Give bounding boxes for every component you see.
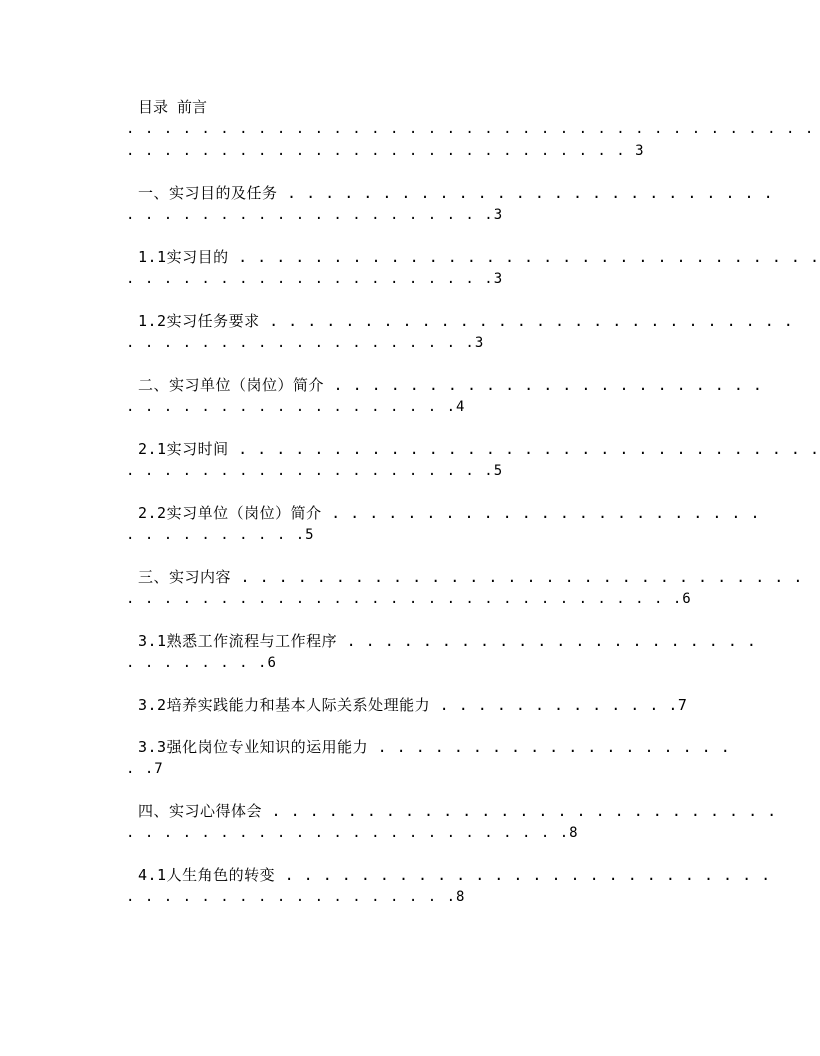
toc-entry[interactable] [126,246,820,290]
toc-entry-title: 4.1人生角色的转变 [138,866,276,884]
toc-entry-line [126,652,686,674]
toc-entry-line [126,694,686,716]
leader-dots: . . . . . . . . . . . . . . . . . . . . . . . . . . [277,184,774,202]
page-number: 5 [305,527,315,543]
page-number: 3 [493,207,504,223]
page-number: 8 [456,889,466,905]
toc-entry-line [126,822,686,844]
toc-entry-line [126,502,761,524]
leader-dots: . . . . . . . . . . . . . . . . . . . . [126,271,494,287]
leader-dots: . . . . . . . . . . . . . . . . . . [126,399,457,415]
toc-header-leader-line2 [126,140,686,162]
leader-dots: . . . . . . . . . . . . . . . . . . [126,889,457,905]
toc-entry-line [126,736,731,758]
toc-entry-title: 3.3强化岗位专业知识的运用能力 [138,738,369,756]
toc-entry[interactable] [126,800,777,844]
leader-dots: . . . . . . . . . . . . . . . . . . . . . . . [324,376,763,394]
toc-entry-line [126,246,820,268]
leader-dots: . . . . . . . . . . . . . . . . . . . . . . . . . . . . . . . [228,248,820,266]
toc-entry-title: 3.2培养实践能力和基本人际关系处理能力 [138,696,431,714]
toc-entry-line [126,758,686,780]
leader-dots: . . . . . . . . . . . . . . . . . . . [368,738,731,756]
leader-dots: . . . . . . . . . . . . . . . . . . . . [126,463,494,479]
toc-entry-line [126,182,774,204]
leader-dots: . . . . . . . . . . . . . . . . . . . . . . . . . . . [262,802,777,820]
toc-entry-title: 1.2实习任务要求 [138,312,260,330]
toc-entry-line [126,204,686,226]
toc-entry-title: 三、实习内容 [138,568,232,586]
page-number: 3 [474,335,485,351]
leader-dots: . . . . . . . . . . . . . . . . . . . . . . . [321,504,761,522]
page-number: 6 [267,655,277,671]
toc-entry[interactable] [126,310,794,354]
page-number: 8 [569,825,579,841]
page-number: 7 [677,696,688,714]
toc-entry[interactable] [126,374,763,418]
toc-entry-title: 3.1熟悉工作流程与工作程序 [138,632,338,650]
leader-dots: . . . . . . . . . . . . . . . . . . . . . . [337,632,757,650]
toc-header-leader-line1 [126,118,815,140]
leader-dots: . . . . . . . . . . . . . . . . . . . . . . . . . . . . [259,312,794,330]
leader-dots: . . . . . . . . . . . . . [430,696,678,714]
page-number: 6 [682,591,692,607]
toc-entry[interactable] [126,438,820,482]
toc-entry[interactable] [126,736,731,780]
toc-entry-line [126,524,686,546]
toc-entry-line [126,268,686,290]
leader-dots: . . . . . . . . . . . . . . . . . . . . . . . . . . . . . . . . . . . . . [126,121,815,137]
leader-dots: . . . . . . . . . . . . . . . . . . . . . . . . . . . . . . [231,568,803,586]
page-number: 4 [456,399,466,415]
toc-entry[interactable] [126,502,761,546]
toc-entry[interactable] [126,182,774,226]
leader-dots: . . . . . . . . . . . . . . . . . . . . . . . . . . [275,866,771,884]
toc-entry-line [126,396,686,418]
toc-entry-line [126,886,686,908]
toc-entry-line [126,332,686,354]
toc-entry[interactable] [126,864,771,908]
leader-dots: . . . . . . . . . . . . . . . . . . . [126,335,475,351]
table-of-contents [126,96,820,908]
leader-dots: . . [126,761,155,777]
page-number: 3 [493,271,504,287]
leader-dots: . . . . . . . . . . . . . . . . . . . . . . . . . . . . . . . [228,440,820,458]
page-number: 3 [635,143,645,159]
toc-entry-title: 2.2实习单位（岗位）简介 [138,504,322,522]
toc-entry-line [126,374,763,396]
toc-entry[interactable] [126,630,757,674]
toc-entry-title: 二、实习单位（岗位）简介 [138,376,325,394]
page-number: 7 [154,761,164,777]
toc-entry-line [126,310,794,332]
toc-entry-title: 1.1实习目的 [138,248,229,266]
toc-entry-title: 2.1实习时间 [138,440,229,458]
leader-dots: . . . . . . . . . . . . . . . . . . . . . . . . . . . . . . [126,591,683,607]
toc-entry-line [126,438,820,460]
leader-dots: . . . . . . . . . . . . . . . . . . . . [126,207,494,223]
leader-dots: . . . . . . . . . . [126,527,306,543]
leader-dots: . . . . . . . . [126,655,268,671]
toc-entry-title: 一、实习目的及任务 [138,184,278,202]
toc-entry-line [126,566,803,588]
leader-dots: . . . . . . . . . . . . . . . . . . . . . . . . . . . [126,143,626,159]
page-number: 5 [493,463,504,479]
toc-entry[interactable] [126,694,686,716]
toc-entry-line [126,800,777,822]
toc-entry[interactable] [126,566,803,610]
toc-entry-line [126,588,692,610]
toc-header-title: 目录 前言 [138,98,208,116]
toc-entry-title: 四、实习心得体会 [138,802,263,820]
toc-entry-line [126,864,771,886]
toc-entry-line [126,630,757,652]
toc-entry-line [126,460,686,482]
leader-dots: . . . . . . . . . . . . . . . . . . . . . . . . [126,825,570,841]
toc-header [126,96,686,118]
